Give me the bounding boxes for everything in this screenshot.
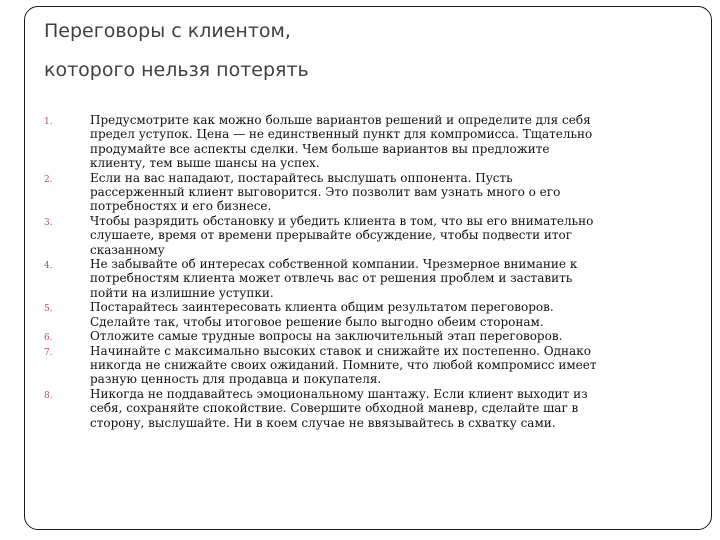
list-item-text-line: сказанному	[90, 242, 165, 257]
list-item	[40, 329, 680, 343]
list-item	[40, 344, 680, 387]
list-item-text-line: Не забывайте об интересах собственной компании. Чрезмерное внимание к	[90, 257, 578, 272]
list-item	[40, 113, 680, 171]
list-item-text-line: рассерженный клиент выговорится. Это позволит вам узнать много о его	[90, 185, 561, 200]
slide-title	[44, 12, 684, 90]
title-line-1: Переговоры с клиентом,	[44, 20, 291, 42]
list-item-number: 8.	[44, 390, 53, 401]
list-item	[40, 257, 680, 300]
list-item-text-line: потребностям клиента может отвлечь вас от решения проблем и заставить	[90, 271, 573, 286]
list-item-text-line: клиенту, тем выше шансы на успех.	[90, 156, 320, 171]
list-item	[40, 387, 680, 430]
list-item-text-line: себя, сохраняйте спокойствие. Совершите обходной маневр, сделайте шаг в	[90, 401, 579, 416]
list-item-text-line: Предусмотрите как можно больше вариантов решений и определите для себя	[90, 113, 591, 127]
list-item-text-line: Отложите самые трудные вопросы на заключительный этап переговоров.	[90, 329, 563, 344]
list-item-text-line: Никогда не поддавайтесь эмоциональному шантажу. Если клиент выходит из	[90, 386, 588, 401]
list-item	[40, 300, 680, 329]
list-item	[40, 171, 680, 214]
title-line-2: которого нельзя потерять	[44, 59, 309, 81]
tips-list	[40, 113, 680, 430]
list-item-text-line: Чтобы разрядить обстановку и убедить клиента в том, что вы его внимательно	[90, 213, 594, 228]
list-item-number: 2.	[44, 174, 53, 185]
list-item-number: 1.	[44, 117, 53, 127]
list-item-text-line: Начинайте с максимально высоких ставок и снижайте их постепенно. Однако	[90, 343, 591, 358]
list-item-text-line: Сделайте так, чтобы итоговое решение было выгодно обеим сторонам.	[90, 314, 544, 329]
list-item-text-line: никогда не снижайте своих ожиданий. Помните, что любой компромисс имеет	[90, 357, 597, 372]
list-item-text-line: Постарайтесь заинтересовать клиента общим результатом переговоров.	[90, 300, 554, 315]
list-item-text-line: разную ценность для продавца и покупателя.	[90, 372, 382, 387]
list-item-number: 4.	[44, 261, 53, 272]
list-item-number: 3.	[44, 217, 53, 228]
list-item-text-line: сторону, выслушайте. Ни в коем случае не ввязывайтесь в схватку сами.	[90, 415, 556, 430]
list-item-text-line: предел уступок. Цена — не единственный пункт для компромисса. Тщательно	[90, 127, 593, 142]
list-item	[40, 214, 680, 257]
list-item-text-line: слушаете, время от времени прерывайте обсуждение, чтобы подвести итог	[90, 228, 573, 243]
list-item-text-line: продумайте все аспекты сделки. Чем больше вариантов вы предложите	[90, 141, 550, 156]
list-item-text-line: потребностях и его бизнесе.	[90, 199, 272, 214]
list-item-number: 6.	[44, 333, 53, 344]
list-item-number: 7.	[44, 347, 53, 358]
list-item-text-line: Если на вас нападают, постарайтесь выслушать оппонента. Пусть	[90, 170, 513, 185]
list-item-number: 5.	[44, 304, 53, 315]
list-item-text-line: пойти на излишние уступки.	[90, 285, 274, 300]
